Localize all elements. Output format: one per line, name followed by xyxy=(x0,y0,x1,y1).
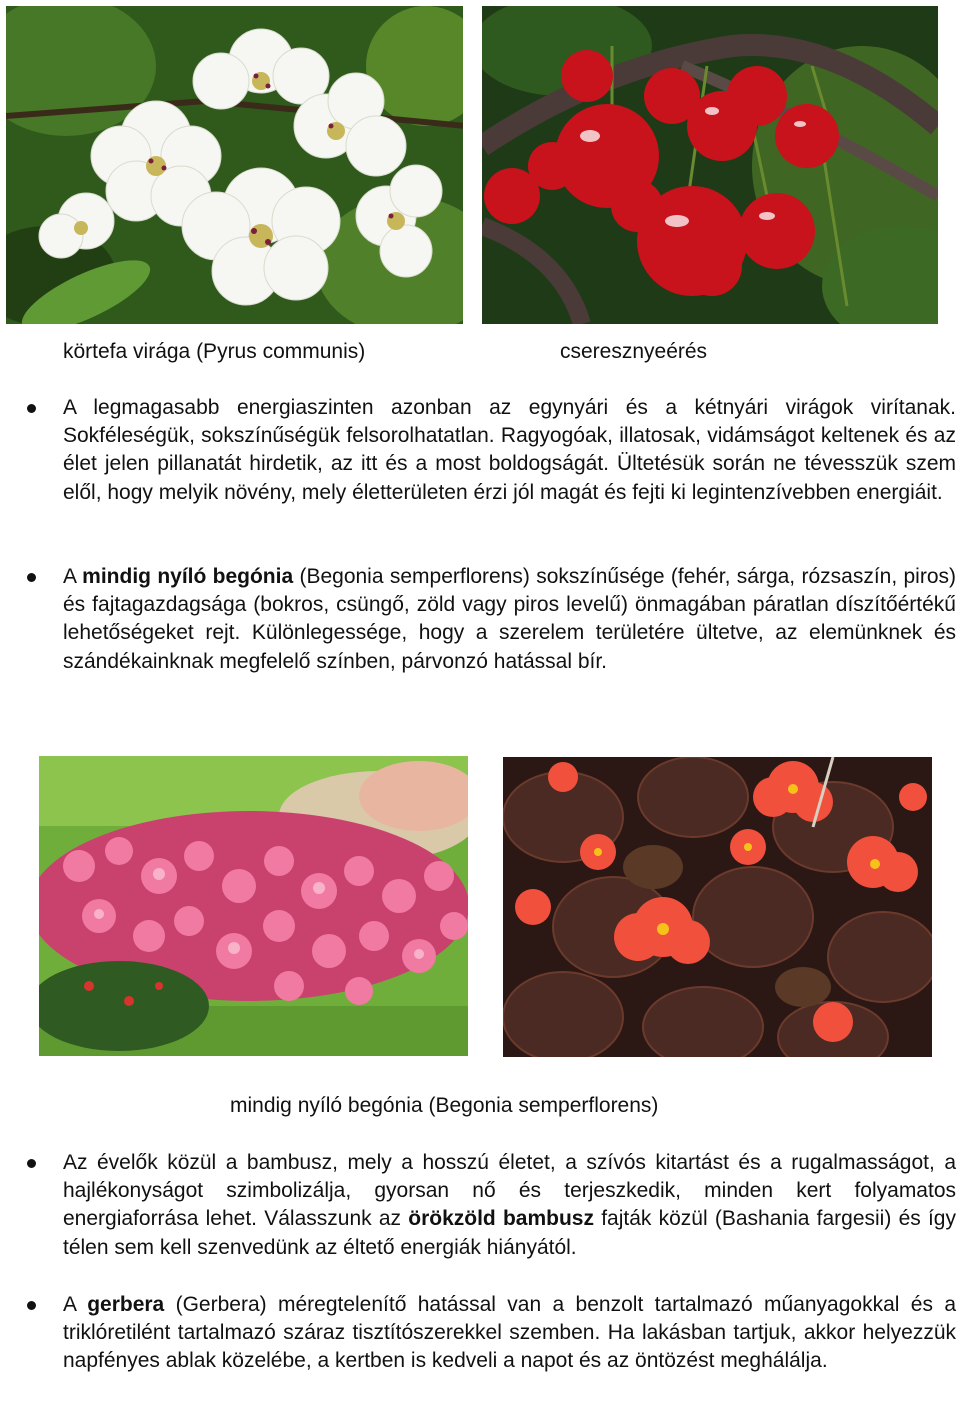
bullet-3 xyxy=(27,1159,36,1168)
paragraph-annual-flowers: A legmagasabb energiaszinten azonban az egynyári és a kétnyári virágok virítanak. Sokféleségük, sokszínűségük felsorolhatatlan. Ragyogóak, illatosak, vidámságot keltenek és az élet jelen pillanatát hirdetik, az itt és a most boldogságát. Ültetésük során ne tévesszük szem elől, hogy melyik növény, mely életterületen érzi jól magát és fejti ki legintenzívebben energiáit. xyxy=(63,396,956,504)
bullet-2 xyxy=(27,573,36,582)
paragraph-gerbera: A gerbera (Gerbera) méregtelenítő hatással van a benzolt tartalmazó műanyagokkal és a triklóretilént tartalmazó száraz tisztítószerekkel szemben. Ha lakásban tartjuk, akkor helyezzük napfényes ablak közelébe, a kertben is kedveli a napot és az öntözést meghálálja. xyxy=(63,1293,956,1373)
paragraph-begonia: A mindig nyíló begónia (Begonia semperflorens) sokszínűsége (fehér, sárga, rózsaszín, piros) és fajtagazdagsága (bokros, csüngő, zöld vagy piros levelű) önmagában páratlan díszítőértékű lehetőségeket rejt. Különlegessége, hogy a szerelem területére ültetve, az elemünknek és szándékainknak megfelelő színben, párvonzó hatással bír. xyxy=(63,565,956,673)
cherry-caption: cseresznyeérés xyxy=(560,340,708,363)
begonia-bed-photo xyxy=(39,756,468,1056)
gerbera-bold: gerbera xyxy=(87,1293,165,1316)
begonia-bold: mindig nyíló begónia xyxy=(82,565,294,588)
cherry-photo xyxy=(482,6,938,324)
pear-caption: körtefa virága (Pyrus communis) xyxy=(63,340,366,363)
pear-blossom-photo xyxy=(6,6,463,324)
bamboo-bold: örökzöld bambusz xyxy=(408,1207,594,1231)
begonia-caption: mindig nyíló begónia (Begonia semperflorens) xyxy=(230,1094,659,1117)
paragraph-bamboo: Az évelők közül a bambusz, mely a hosszú életet, a szívós kitartást és a rugalmasságot, a hajlékonyságot szimbolizálja, gyorsan nő és terjeszkedik, minden kert folyamatos energiaforrása lehet. Válasszunk az örökzöld bambusz fajták közül (Bashania fargesii) és így télen sem kell szenvedünk az éltető energiák hiányától. xyxy=(63,1151,956,1259)
bullet-1 xyxy=(27,404,36,413)
bullet-4 xyxy=(27,1301,36,1310)
begonia-closeup-photo xyxy=(503,757,932,1057)
